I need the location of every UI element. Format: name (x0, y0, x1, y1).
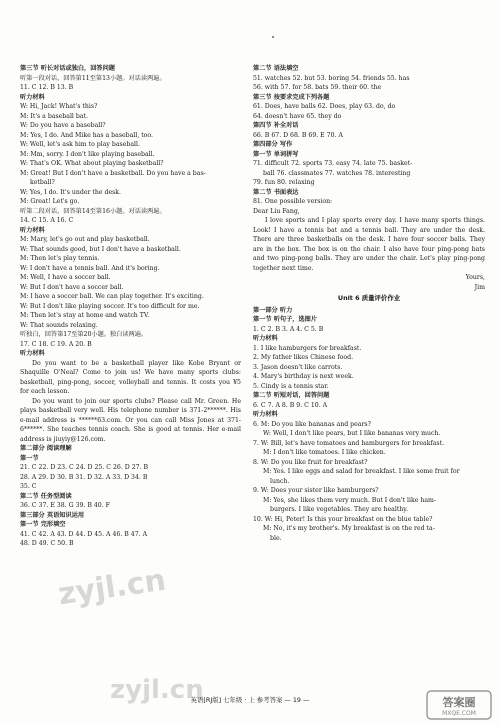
text-line: ketball? (30, 179, 55, 186)
section-heading: 第二节 书面表达 (253, 188, 299, 196)
text-line: 41. C 42. A 43. D 44. D 45. A 46. B 47. A (20, 530, 148, 538)
text-line: M: Then let's play tennis. (20, 255, 100, 262)
section-heading: 听力材料 (20, 350, 45, 357)
text-line: M: Yes, I do. And Mike has a baseball, too. (20, 131, 153, 139)
text-line: 81. One possible version: (253, 198, 333, 205)
text-line: 听独白，回答第17至第20小题。独白读两遍。 (20, 331, 148, 338)
text-line: 2. My father likes Chinese food. (253, 354, 354, 361)
text-line: 7. W: Bill, let's have tomatoes and hamburgers for breakfast. (253, 439, 445, 447)
text-line: 4. Mary's birthday is next week. (253, 373, 354, 380)
text-line: 61. Does, have balls 62. Does, play 63. do, do (253, 103, 396, 110)
text-line: W: Do you have a baseball? (20, 122, 106, 129)
text-line: W: That sounds relaxing. (20, 321, 98, 329)
watermark-bottom: zyjl.cn (110, 675, 204, 705)
text-line: 3. Jason doesn't like carrots. (253, 363, 343, 371)
text-line: 28. A 29. D 30. B 31. D 32. A 33. D 34. B (20, 473, 148, 481)
text-line: M: I have a soccer ball. We can play together. It's exciting. (20, 293, 204, 300)
section-heading: 听力材料 (253, 411, 278, 418)
text-line: W: But I don't have a soccer ball. (20, 283, 124, 291)
section-heading: 第二节 语法填空 (253, 65, 299, 72)
section-heading: 听力材料 (253, 335, 278, 342)
text-line: lunch. (270, 477, 290, 485)
section-heading: 第一节 (20, 454, 39, 462)
text-line: 56. with 57. for 58. bats 59. their 60. the (253, 84, 382, 91)
section-heading: 第二部分 阅读理解 (20, 445, 72, 452)
section-heading: 第四节 补全对话 (253, 122, 299, 129)
text-line: M: Mm, sorry. I don't like playing baseball. (20, 150, 155, 158)
section-heading: 第一部分 听力 (253, 306, 293, 314)
paragraph: Do you want to join our sports clubs? Please call Mr. Green. He plays basketball very well. His telephone number is 371-2******. His e-mail address is ******63.com. Or you can call Miss Jones at 371-6******. She teaches tennis coach. She is good at tennis. Her e-mail address is jiuyiy@126.com. (20, 397, 241, 443)
text-line: 听第一段对话，回答第11至第13小题。对话读两遍。 (20, 74, 166, 82)
text-line: 9. W: Does your sister like hamburgers? (253, 487, 379, 494)
text-line: W: Hi, Jack! What's this? (20, 103, 98, 110)
logo-text: 答案圈 (442, 696, 476, 709)
section-heading: 第一节 单词拼写 (253, 150, 299, 158)
text-line: 35. C (20, 483, 37, 490)
section-heading: 第三节 听长对话或独白，回答问题 (20, 65, 115, 72)
text-line: M: Mary, let's go out and play basketball. (20, 236, 150, 243)
text-line: 17. C 18. C 19. A 20. B (20, 340, 92, 348)
paragraph: I love sports and I play sports every day. I have many sports things. Look! I have a tennis bat and a tennis ball. They are under the desk. There are three basketballs on the desk. I have four soccer balls. They are in the box. The box is on the chair. I also have four ping-pong bats and two ping-pong balls. They are under the chair. Let's play ping-pong together next time. (253, 217, 485, 272)
text-line: Jim (474, 283, 485, 291)
text-line: 71. difficult 72. sports 73. easy 74. late 75. basket- (253, 160, 413, 167)
text-line: 5. Cindy is a tennis star. (253, 382, 329, 390)
text-line: 6. C 7. A 8. B 9. C 10. A (253, 401, 328, 409)
text-line: 79. fun 80. relaxing (253, 179, 315, 186)
text-line: W: Well, let's ask him to play baseball. (20, 141, 140, 148)
text-line: W: But I don't like playing soccer. It's too difficult for me. (20, 302, 200, 310)
text-line: M: Yes, she likes them very much. But I don't like ham- (263, 496, 436, 504)
text-line: Dear Liu Fang, (253, 207, 300, 215)
text-line: 14. C 15. A 16. C (20, 217, 74, 224)
text-line: M: It's a baseball bat. (20, 112, 88, 120)
text-line: M: Well, I have a soccer ball. (20, 274, 111, 281)
section-heading: 第一节 听句子，选图片 (253, 316, 318, 323)
section-heading: 第四部分 写作 (253, 141, 293, 148)
section-heading: 第二节 任务型阅读 (20, 492, 72, 500)
text-line: 6. M: Do you like bananas and pears? (253, 420, 371, 428)
text-line: 10. W: Hi, Peter! Is this your breakfast on the blue table? (253, 515, 433, 523)
text-line: W: I don't have a tennis ball. And it's boring. (20, 264, 160, 272)
right-column (253, 64, 485, 543)
text-line: W: That's OK. What about playing basketball? (20, 160, 164, 167)
section-heading: 第一节 完形填空 (20, 521, 66, 528)
text-line: 1. I like hamburgers for breakfast. (253, 344, 362, 352)
text-line: 21. C 22. D 23. C 24. D 25. C 26. D 27. B (20, 464, 149, 471)
text-line: 11. C 12. B 13. B (20, 84, 74, 91)
text-line: 48. D 49. C 50. B (20, 540, 74, 547)
text-line: 36. C 37. E 38. G 39. B 40. F (20, 502, 110, 509)
paragraph: Do you want to be a basketball player like Kobe Bryant or Shaquille O'Neal? Come to join us! We have many sports clubs: basketball, ping-pong, soccer, volleyball and tennis. It costs you ¥5 for each lesson. (20, 359, 241, 395)
section-heading: 听力材料 (20, 93, 45, 101)
text-line: 听第二段对话，回答第14至第16小题。对话读两遍。 (20, 207, 166, 215)
text-line: 1. C 2. B 3. A 4. C 5. B (253, 325, 324, 333)
page-dot (272, 36, 274, 38)
text-line: 64. doesn't have 65. they do (253, 112, 342, 120)
page-footer: 英语[RJ版] 七年级 · 上 参考答案 — 19 — (190, 696, 310, 704)
watermark-left: zyjl.cn (56, 562, 168, 613)
text-line: W: Yes, I do. It's under the desk. (20, 188, 122, 196)
text-line: 8. W: Do you like fruit for breakfast? (253, 458, 368, 466)
text-line: M: No, it's my brother's. My breakfast is on the red ta- (263, 525, 435, 532)
text-line: M: Yes. I like eggs and salad for breakfast. I like some fruit for (263, 468, 460, 475)
logo-sub: MXQE.COM (442, 710, 476, 717)
section-heading: 第三部分 英语知识运用 (20, 511, 85, 519)
text-line: M: Then let's stay at home and watch TV. (20, 312, 150, 319)
text-line: Yours, (465, 274, 485, 281)
text-line: M: Great! Let's go. (20, 198, 80, 205)
left-column (20, 64, 241, 549)
text-line: W: Well, I don't like pears, but I like bananas very much. (263, 430, 441, 437)
text-line: burgers. I like vegetables. They are healthy. (270, 506, 408, 513)
text-line: M: I don't like tomatoes. I like chicken. (263, 449, 386, 456)
text-line: ball 76. classmates 77. watches 78. interesting (263, 169, 411, 177)
text-line: 51. watches 52. but 53. boring 54. friends 55. has (253, 74, 410, 82)
section-heading: 第三节 按要求完成下列各题 (253, 93, 330, 101)
text-line: 66. B 67. D 68. B 69. E 70. A (253, 131, 343, 139)
section-heading: 第二节 听短对话，回答问题 (253, 392, 330, 399)
text-line: M: Great! But I don't have a basketball. Do you have a bas- (20, 169, 206, 177)
section-heading: 听力材料 (20, 226, 45, 234)
text-line: ble. (270, 534, 282, 542)
text-line: W: That sounds good, but I don't have a basketball. (20, 245, 181, 253)
unit-title: Unit 6 质量评价作业 (337, 294, 401, 302)
